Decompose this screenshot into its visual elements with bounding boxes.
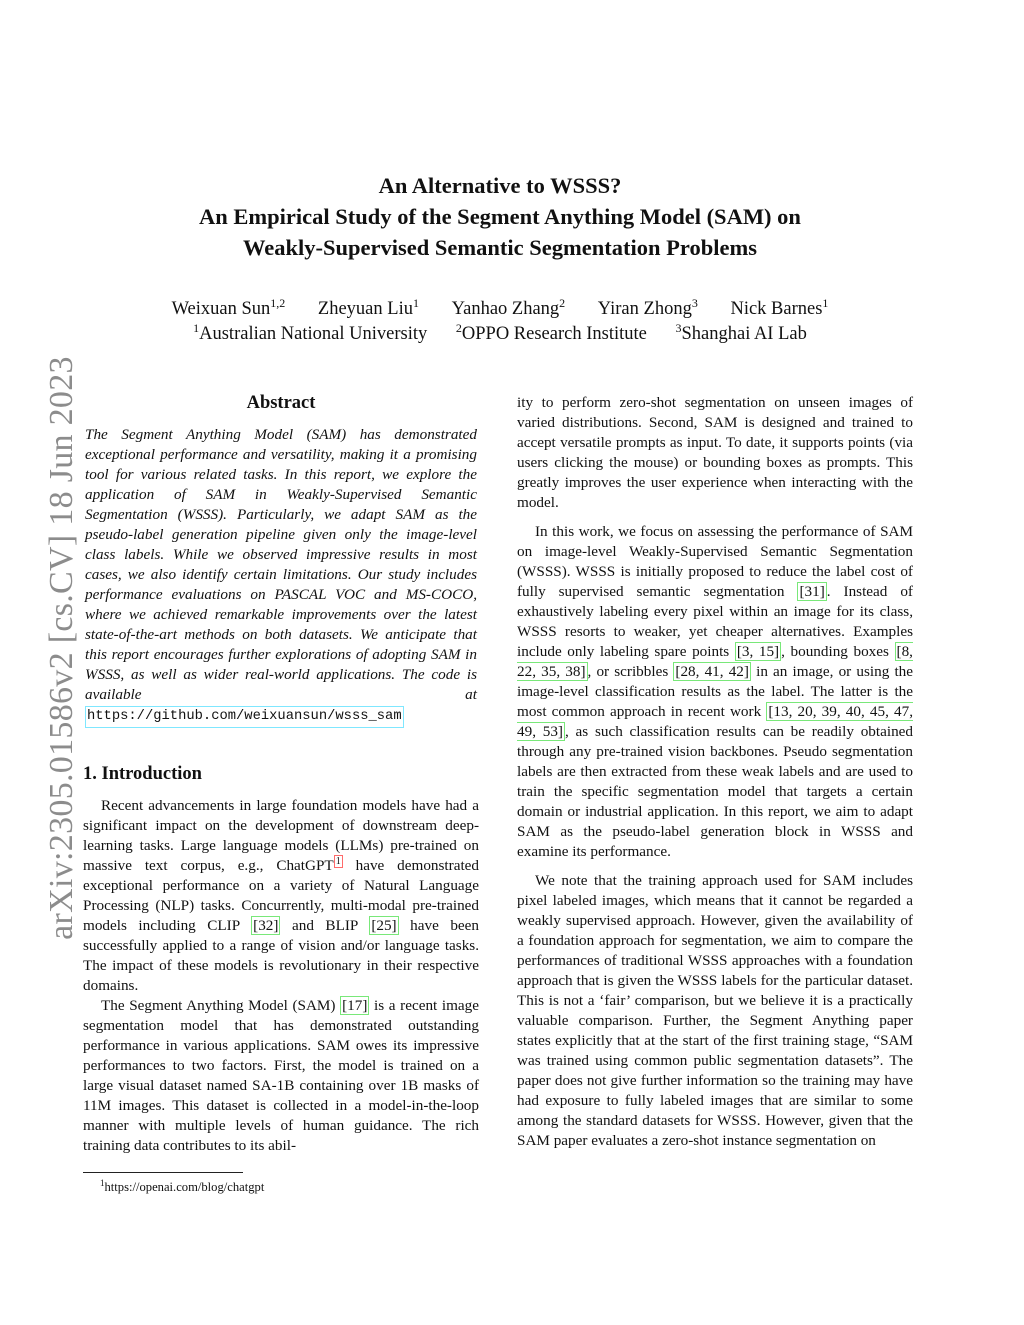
citation-8-22-35-38[interactable]: [8, 22, 35, 38] [517, 643, 913, 680]
affiliation-1: $^1$Australian National University [193, 320, 428, 344]
citation-31[interactable]: [31] [799, 583, 825, 600]
introduction-heading: 1. Introduction [83, 764, 202, 784]
footnote-ref-1[interactable]: 1 [335, 855, 341, 867]
author-2: Zheyuan Liu$^1$ [317, 295, 419, 319]
author-5: Nick Barnes$^1$ [730, 295, 829, 319]
title-line-1: An Alternative to WSSS? [378, 173, 622, 198]
intro-paragraph-2: The Segment Anything Model (SAM) [17] is a recent image segmentation model that has demonstrated outstanding performance in various applications. SAM owes its impressive performances to two factors. First, the model is trained on a large visual dataset named SA-1B containing over 1B masks of 11M images. This dataset is collected in a model-in-the-loop manner with multiple levels of human guidance. The rich training data contributes to its abil- [83, 997, 479, 1154]
citation-32[interactable]: [32] [253, 917, 279, 934]
intro-paragraph-3: In this work, we focus on assessing the performance of SAM on image-level Weakly-Supervised Semantic Segmentation (WSSS). WSSS is initially proposed to reduce the label cost of fully supervised semantic segmentation [31] . Instead of exhaustively labeling every pixel within an image for its class, WSSS resorts to weaker, yet cheaper alternatives. Examples include only labeling spare points [3, 15] , bounding boxes [8, 22, 35, 38] , or scribbles [28, 41, 42] in an image, or using the image-level classification results as the label. The latter is the most common approach in recent work [13, 20, 39, 40, 45, 47, 49, 53] , as such classification results can be readily obtained through any pre-trained vision backbones. Pseudo segmentation labels are then extracted from these weak labels and are used to train the specific segmentation model that targets a certain domain or industrial application. In this report, we aim to adapt SAM as the pseudo-label generation block in WSSS and examine its performance. [517, 523, 914, 860]
citation-3-15[interactable]: [3, 15] [736, 643, 780, 660]
author-block [140, 297, 860, 347]
intro-paragraph-4: We note that the training approach used for SAM includes pixel labeled images, which means that it cannot be regarded a weakly supervised approach. However, given the availability of a foundation approach for segmentation, we aim to compare the performances of traditional WSSS approaches with a foundation approach that is given the WSSS labels for the particular dataset. This is not a ‘fair’ comparison, but we believe it is a practically valuable comparison. Further, the Segment Anything paper states explicitly that at the start of the first training stage, “SAM was trained using common public segmentation datasets”. The paper does not give further information so the training may have had exposure to fully labeled images that are similar to some among the standard datasets for WSSS. However, given that the SAM paper evaluates a zero-shot instance segmentation on [517, 872, 913, 1149]
citation-17[interactable]: [17] [342, 997, 368, 1014]
paper-title [140, 170, 860, 263]
affiliation-3: $^3$Shanghai AI Lab [675, 320, 807, 344]
abstract-text: The Segment Anything Model (SAM) has demonstrated exceptional performance and versatility, making it a promising tool for various related tasks. In this report, we explore the application of SAM in Weakly-Supervised Semantic Segmentation (WSSS). Particularly, we adapt SAM as the pseudo-label generation pipeline given only the image-level class labels. While we observed impressive results in most cases, we also identify certain limitations. Our study includes performance evaluations on PASCAL VOC and MS-COCO, where we achieved remarkable improvements over the latest state-of-the-art methods on both datasets. We anticipate that this report encourages further explorations of adopting SAM in WSSS, as well as wider real-world applications. The code is available at https://github.com/weixuansun/wsss_sam [83, 425, 479, 728]
title-line-3: Weakly-Supervised Semantic Segmentation Problems [243, 235, 757, 260]
footnote: $^1$https://openai.com/blog/chatgpt [100, 1178, 265, 1195]
arxiv-identifier: arXiv:2305.01586v2 [cs.CV] 18 Jun 2023 [43, 356, 80, 940]
title-line-2: An Empirical Study of the Segment Anything Model (SAM) on [199, 204, 801, 229]
intro-paragraph-1: Recent advancements in large foundation models have had a significant impact on the development of downstream deep-learning tasks. Large language models (LLMs) pre-trained on massive text corpus, e.g., ChatGPT $^1$ have demonstrated exceptional performance on a variety of Natural Language Processing (NLP) tasks. Concurrently, multi-modal pre-trained models including CLIP [32] and BLIP [25] have been successfully applied to a range of vision and/or language tasks. The impact of these models is revolutionary in their respective domains. [83, 797, 480, 994]
intro-paragraph-2-continued: ity to perform zero-shot segmentation on unseen images of varied distributions. Second, SAM is designed and trained to accept versatile prompts as input. To date, it supports points (via users clicking the mouse) or bounding boxes as prompts. This greatly improves the user experience when interacting with the model. [517, 394, 913, 511]
affiliations [140, 322, 860, 347]
affiliation-2: $^2$OPPO Research Institute [455, 320, 647, 344]
footnote-url[interactable]: https://openai.com/blog/chatgpt [104, 1180, 265, 1195]
author-4: Yiran Zhong$^3$ [597, 295, 698, 319]
author-names [140, 297, 860, 322]
abstract-heading: Abstract [246, 393, 316, 413]
code-link[interactable]: https://github.com/weixuansun/wsss_sam [85, 706, 404, 728]
citation-28-41-42[interactable]: [28, 41, 42] [675, 663, 749, 680]
citation-25[interactable]: [25] [371, 917, 397, 934]
author-3: Yanhao Zhang$^2$ [451, 295, 566, 319]
author-1: Weixuan Sun$^{1,2}$ [171, 295, 286, 319]
left-column [83, 393, 479, 1156]
right-column [517, 393, 913, 1151]
footnote-divider [83, 1172, 243, 1173]
citation-13-20-39-40-45-47-49-53[interactable]: [13, 20, 39, 40, 45, 47, 49, 53] [517, 703, 914, 740]
